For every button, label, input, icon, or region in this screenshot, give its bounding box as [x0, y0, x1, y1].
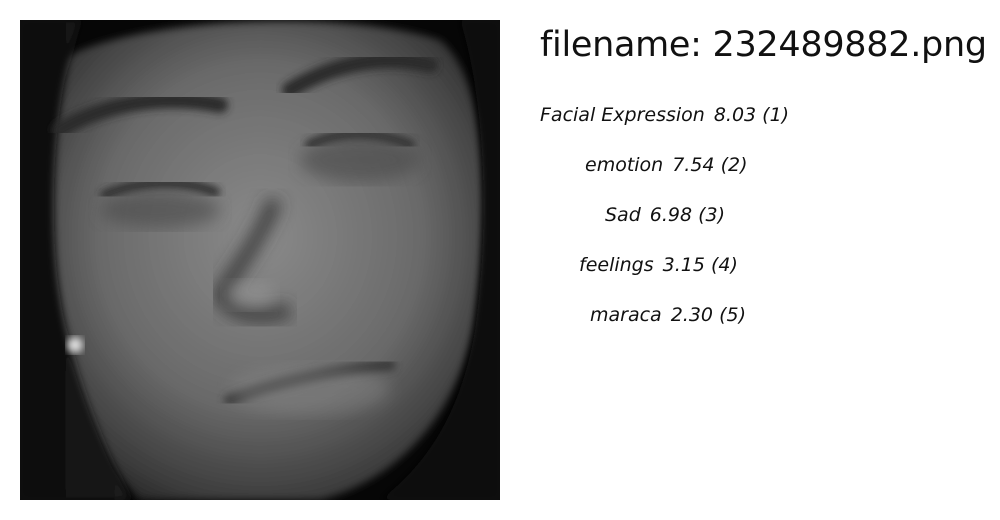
filename-value: 232489882.png [712, 25, 987, 65]
tag-score: 2.30 [670, 304, 714, 326]
tag-item [579, 252, 738, 278]
tag-label: Sad [605, 204, 641, 226]
tag-score: 7.54 [672, 154, 715, 176]
tag-score: 3.15 [662, 254, 705, 276]
tag-rank: (2) [720, 154, 748, 176]
tag-item [585, 152, 748, 178]
filename-prefix: filename: [540, 25, 713, 65]
tag-rank: (3) [698, 204, 726, 226]
face-photo-graphic [20, 20, 500, 500]
face-photo [20, 20, 500, 500]
tag-label: emotion [585, 154, 664, 176]
tag-item [605, 202, 725, 228]
tag-rank: (4) [711, 254, 738, 276]
tag-label: Facial Expression [540, 104, 705, 126]
tag-score: 8.03 [713, 104, 757, 126]
filename-title [540, 22, 987, 68]
tag-label: feelings [579, 254, 654, 276]
tag-label: maraca [590, 304, 662, 326]
tag-item [590, 302, 746, 328]
tag-rank: (1) [762, 104, 790, 126]
tag-score: 6.98 [649, 204, 693, 226]
tag-item [540, 102, 789, 128]
tag-rank: (5) [719, 304, 746, 326]
